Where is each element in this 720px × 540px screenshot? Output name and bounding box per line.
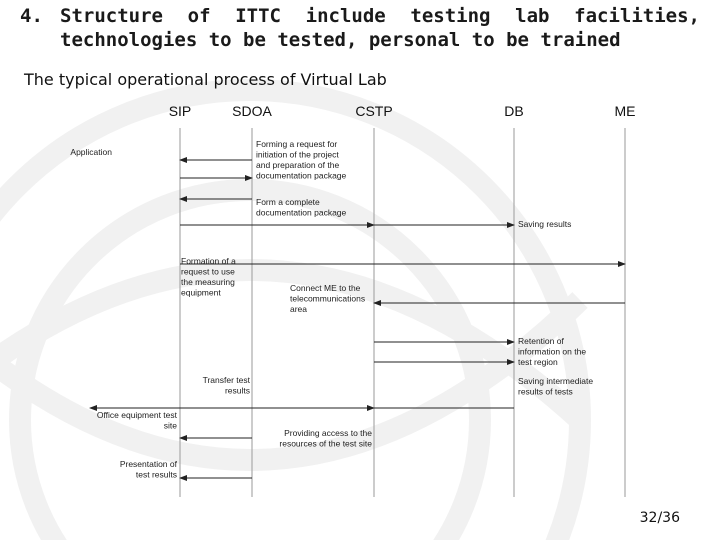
message-label: Forming a request for: [256, 139, 338, 149]
title-word: Structure: [60, 5, 163, 27]
message-label: results of tests: [518, 386, 573, 397]
lifeline-label-cstp: CSTP: [355, 103, 393, 119]
slide-subtitle: The typical operational process of Virtual Lab: [24, 70, 387, 89]
title-word: ITTC: [235, 5, 281, 27]
message-label: Connect ME to the: [290, 283, 361, 293]
message-label: documentation package: [256, 170, 347, 181]
message-label: telecommunications: [290, 293, 366, 304]
lifeline-label-me: ME: [614, 103, 636, 119]
message-label: test region: [518, 357, 558, 367]
lifeline-label-sdoa: SDOA: [232, 103, 272, 119]
message-label: test results: [135, 469, 177, 480]
title-word: lab: [515, 5, 550, 27]
message-label: Providing access to the: [284, 428, 372, 438]
title-line-2: technologies to be tested, personal to be trained: [60, 29, 621, 51]
message-label: results: [224, 385, 250, 396]
message-label: initiation of the project: [256, 149, 339, 160]
message-label: site: [163, 420, 177, 431]
message-label: Form a complete: [256, 197, 320, 207]
slide-number: 4.: [20, 5, 43, 27]
message-label: information on the: [518, 346, 587, 357]
message-label: and preparation of the: [256, 160, 340, 170]
message-label: Office equipment test: [96, 410, 177, 420]
message-label: area: [290, 304, 308, 314]
message-label: resources of the test site: [279, 438, 372, 449]
lifeline-label-sip: SIP: [168, 103, 192, 119]
message-label: Formation of a: [181, 256, 236, 266]
message-label: Transfer test: [202, 375, 250, 385]
message-label: Saving results: [518, 219, 572, 229]
title-word: include: [305, 5, 386, 27]
lifeline-label-db: DB: [504, 103, 524, 119]
message-label: Saving intermediate: [518, 376, 594, 386]
message-label: the measuring: [181, 277, 235, 287]
message-label: documentation package: [256, 207, 347, 218]
message-label: Retention of: [518, 336, 564, 346]
message-label: equipment: [181, 287, 221, 298]
title-word: facilities,: [574, 5, 700, 27]
title-word: of: [187, 5, 211, 27]
message-label: Application: [70, 147, 112, 157]
message-label: request to use: [181, 266, 235, 277]
page-number: 32/36: [639, 510, 680, 526]
title-word: testing: [410, 5, 491, 27]
message-label: Presentation of: [119, 459, 177, 469]
